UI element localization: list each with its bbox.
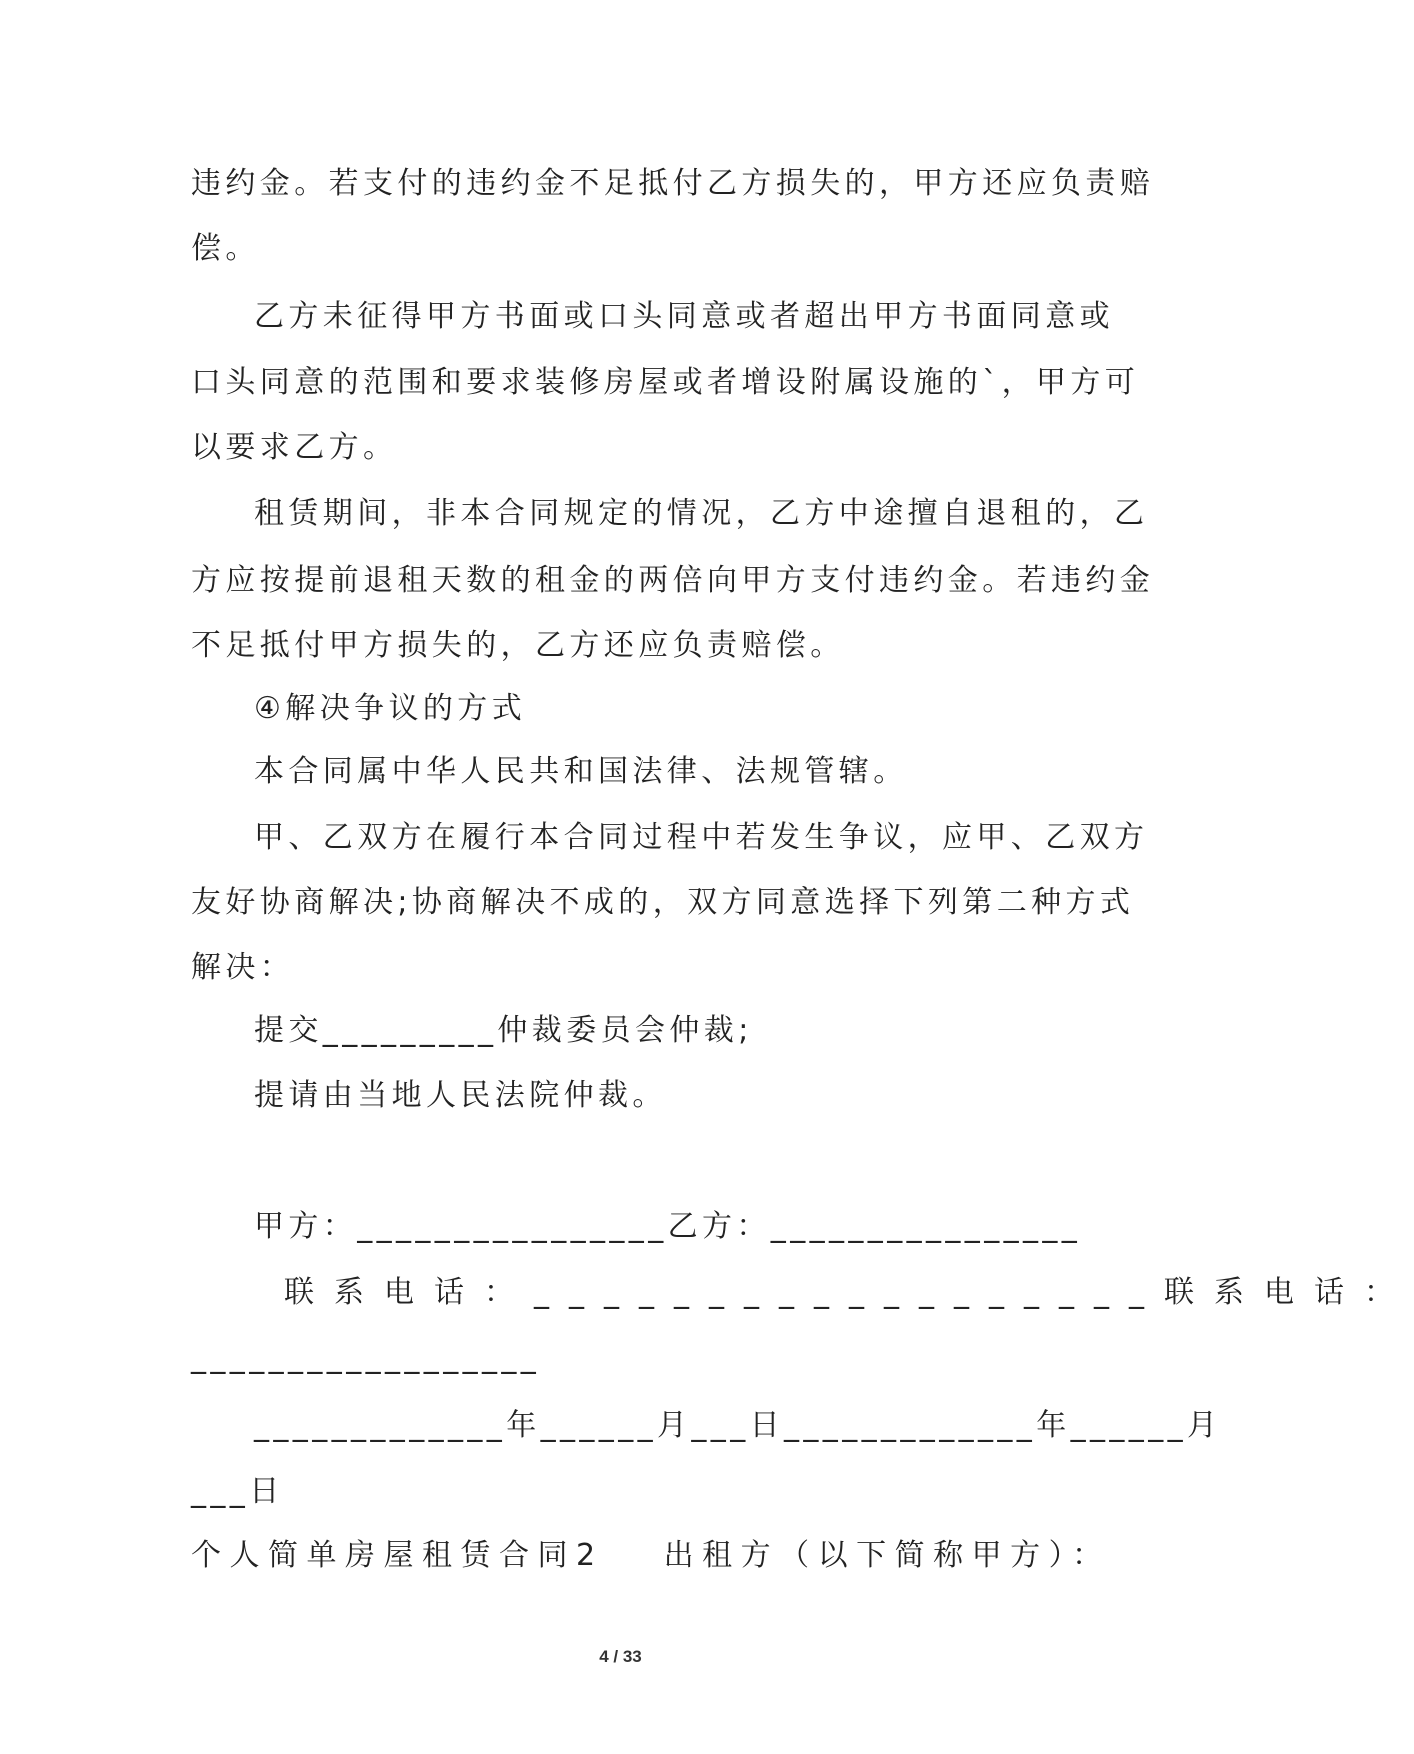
paragraph-line: 违约金。若支付的违约金不足抵付乙方损失的，甲方还应负责赔 xyxy=(191,166,1155,201)
contact-phone-text: 联系电话：__________________联系电话： xyxy=(284,1275,1414,1310)
paragraph-line: 不足抵付甲方损失的，乙方还应负责赔偿。 xyxy=(191,628,845,663)
lessor-label: 出租方（以下简称甲方）： xyxy=(663,1538,1111,1573)
option-line: 提请由当地人民法院仲裁。 xyxy=(254,1078,667,1113)
page-indicator: 4 / 33 xyxy=(599,1647,642,1666)
paragraph-line: 友好协商解决;协商解决不成的，双方同意选择下列第二种方式 xyxy=(191,885,1135,920)
paragraph-line: 解决： xyxy=(191,950,295,985)
contact-phone-line xyxy=(284,1273,1414,1313)
paragraph-line: 甲、乙双方在履行本合同过程中若发生争议，应甲、乙双方 xyxy=(254,820,1149,855)
paragraph-line: 偿。 xyxy=(191,231,260,266)
paragraph-line: 口头同意的范围和要求装修房屋或者增设附属设施的`，甲方可 xyxy=(191,365,1140,400)
date-line: _____________年______月___日_____________年______月 xyxy=(254,1408,1222,1443)
next-contract-title: 个人简单房屋租赁合同2 xyxy=(191,1538,604,1573)
signature-parties: 甲方：________________乙方：________________ xyxy=(254,1209,1082,1244)
paragraph-line: 以要求乙方。 xyxy=(191,430,398,465)
option-line: 提交_________仲裁委员会仲裁; xyxy=(254,1013,753,1048)
paragraph-line: 本合同属中华人民共和国法律、法规管辖。 xyxy=(254,754,908,789)
paragraph-line: 乙方未征得甲方书面或口头同意或者超出甲方书面同意或 xyxy=(254,299,1114,334)
next-contract-line xyxy=(191,1536,1111,1576)
contact-phone-blank: __________________ xyxy=(191,1340,541,1375)
section-heading: ④解决争议的方式 xyxy=(254,691,527,726)
paragraph-line: 租赁期间，非本合同规定的情况，乙方中途擅自退租的，乙 xyxy=(254,496,1149,531)
date-line-continued: ___日 xyxy=(191,1474,284,1509)
paragraph-line: 方应按提前退租天数的租金的两倍向甲方支付违约金。若违约金 xyxy=(191,563,1155,598)
